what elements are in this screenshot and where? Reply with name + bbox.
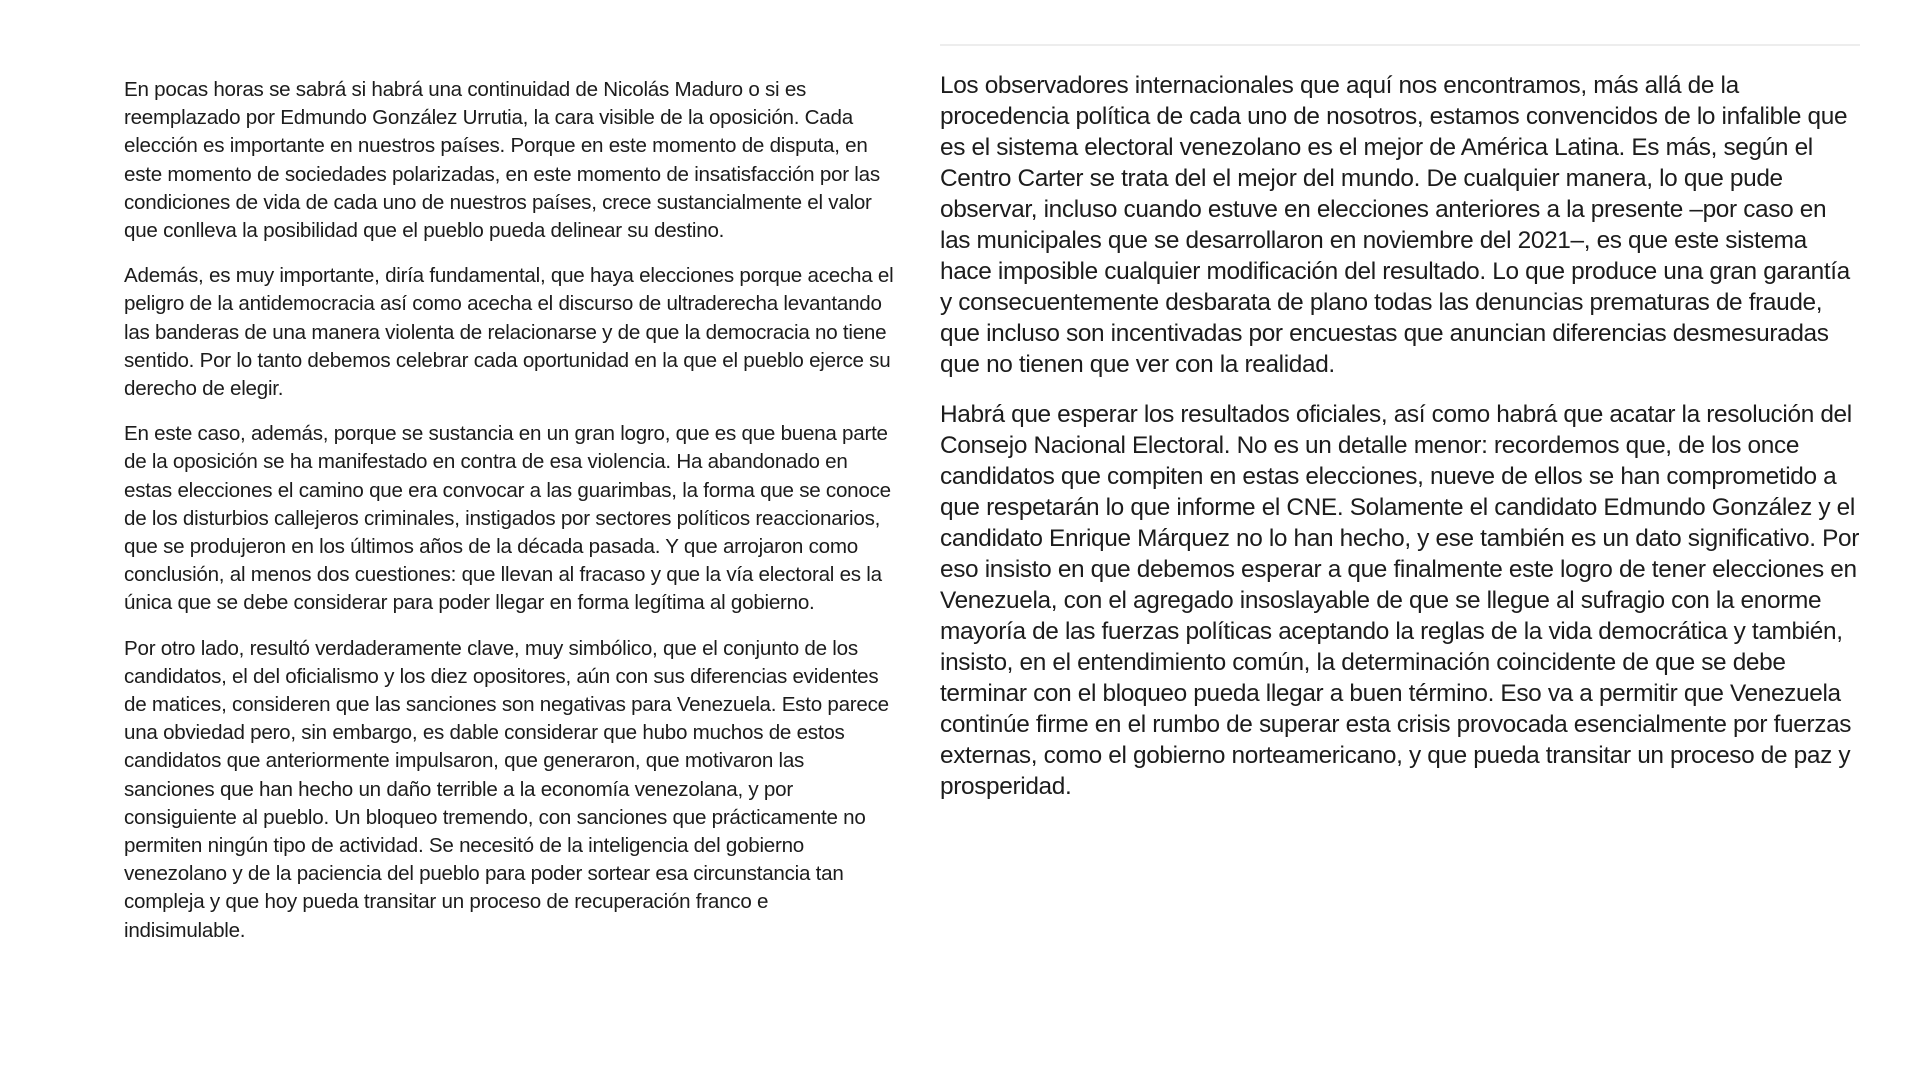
- column-divider-rule: [940, 44, 1860, 46]
- left-paragraph-1: En pocas horas se sabrá si habrá una continuidad de Nicolás Maduro o si es reemplazado por Edmundo González Urrutia, la cara visible de la oposición. Cada elección es importante en nuestros países. Porque en este momento de disputa, en este momento de sociedades polarizadas, en este momento de insatisfacción por las condiciones de vida de cada uno de nuestros países, crece sustancialmente el valor que conlleva la posibilidad que el pueblo pueda delinear su destino.: [124, 78, 880, 243]
- right-column: [940, 44, 1860, 821]
- left-paragraph-4: Por otro lado, resultó verdaderamente clave, muy simbólico, que el conjunto de los candidatos, el del oficialismo y los diez opositores, aún con sus diferencias evidentes de matices, consideren que las sanciones son negativas para Venezuela. Esto parece una obviedad pero, sin embargo, es dable considerar que hubo muchos de estos candidatos que anteriormente impulsaron, que generaron, que motivaron las sanciones que han hecho un daño terrible a la economía venezolana, y por consiguiente al pueblo. Un bloqueo tremendo, con sanciones que prácticamente no permiten ningún tipo de actividad. Se necesitó de la inteligencia del gobierno venezolano y de la paciencia del pueblo para poder sortear esa circunstancia tan compleja y que hoy pueda transitar un proceso de recuperación franco e indisimulable.: [124, 636, 889, 942]
- right-paragraph-1: Los observadores internacionales que aquí nos encontramos, más allá de la procedencia política de cada uno de nosotros, estamos convencidos de lo infalible que es el sistema electoral venezolano es el mejor de América Latina. Es más, según el Centro Carter se trata del el mejor del mundo. De cualquier manera, lo que pude observar, incluso cuando estuve en elecciones anteriores a la presente –por caso en las municipales que se desarrollaron en noviembre del 2021–, es que este sistema hace imposible cualquier modificación del resultado. Lo que produce una gran garantía y consecuentemente desbarata de plano todas las denuncias prematuras de fraude, que incluso son incentivadas por encuestas que anuncian diferencias desmesuradas que no tienen que ver con la realidad.: [940, 72, 1850, 378]
- left-paragraph-2: Además, es muy importante, diría fundamental, que haya elecciones porque acecha el peligro de la antidemocracia así como acecha el discurso de ultraderecha levantando las banderas de una manera violenta de relacionarse y de que la democracia no tiene sentido. Por lo tanto debemos celebrar cada oportunidad en la que el pueblo ejerce su derecho de elegir.: [124, 264, 894, 401]
- right-paragraph-2: Habrá que esperar los resultados oficiales, así como habrá que acatar la resolución del Consejo Nacional Electoral. No es un detalle menor: recordemos que, de los once candidatos que compiten en estas elecciones, nueve de ellos se han comprometido a que respetarán lo que informe el CNE. Solamente el candidato Edmundo González y el candidato Enrique Márquez no lo han hecho, y ese también es un dato significativo. Por eso insisto en que debemos esperar a que finalmente este logro de tener elecciones en Venezuela, con el agregado insoslayable de que se llegue al sufragio con la enorme mayoría de las fuerzas políticas aceptando la reglas de la vida democrática y también, insisto, en el entendimiento común, la determinación coincidente de que se debe terminar con el bloqueo pueda llegar a buen término. Eso va a permitir que Venezuela continúe firme en el rumbo de superar esta crisis provocada esencialmente por fuerzas externas, como el gobierno norteamericano, y que pueda transitar un proceso de paz y prosperidad.: [940, 401, 1860, 800]
- left-paragraph-3: En este caso, además, porque se sustancia en un gran logro, que es que buena parte de la oposición se ha manifestado en contra de esa violencia. Ha abandonado en estas elecciones el camino que era convocar a las guarimbas, la forma que se conoce de los disturbios callejeros criminales, instigados por sectores políticos reaccionarios, que se produjeron en los últimos años de la década pasada. Y que arrojaron como conclusión, al menos dos cuestiones: que llevan al fracaso y que la vía electoral es la única que se debe considerar para poder llegar en forma legítima al gobierno.: [124, 422, 891, 615]
- left-column: [124, 76, 894, 962]
